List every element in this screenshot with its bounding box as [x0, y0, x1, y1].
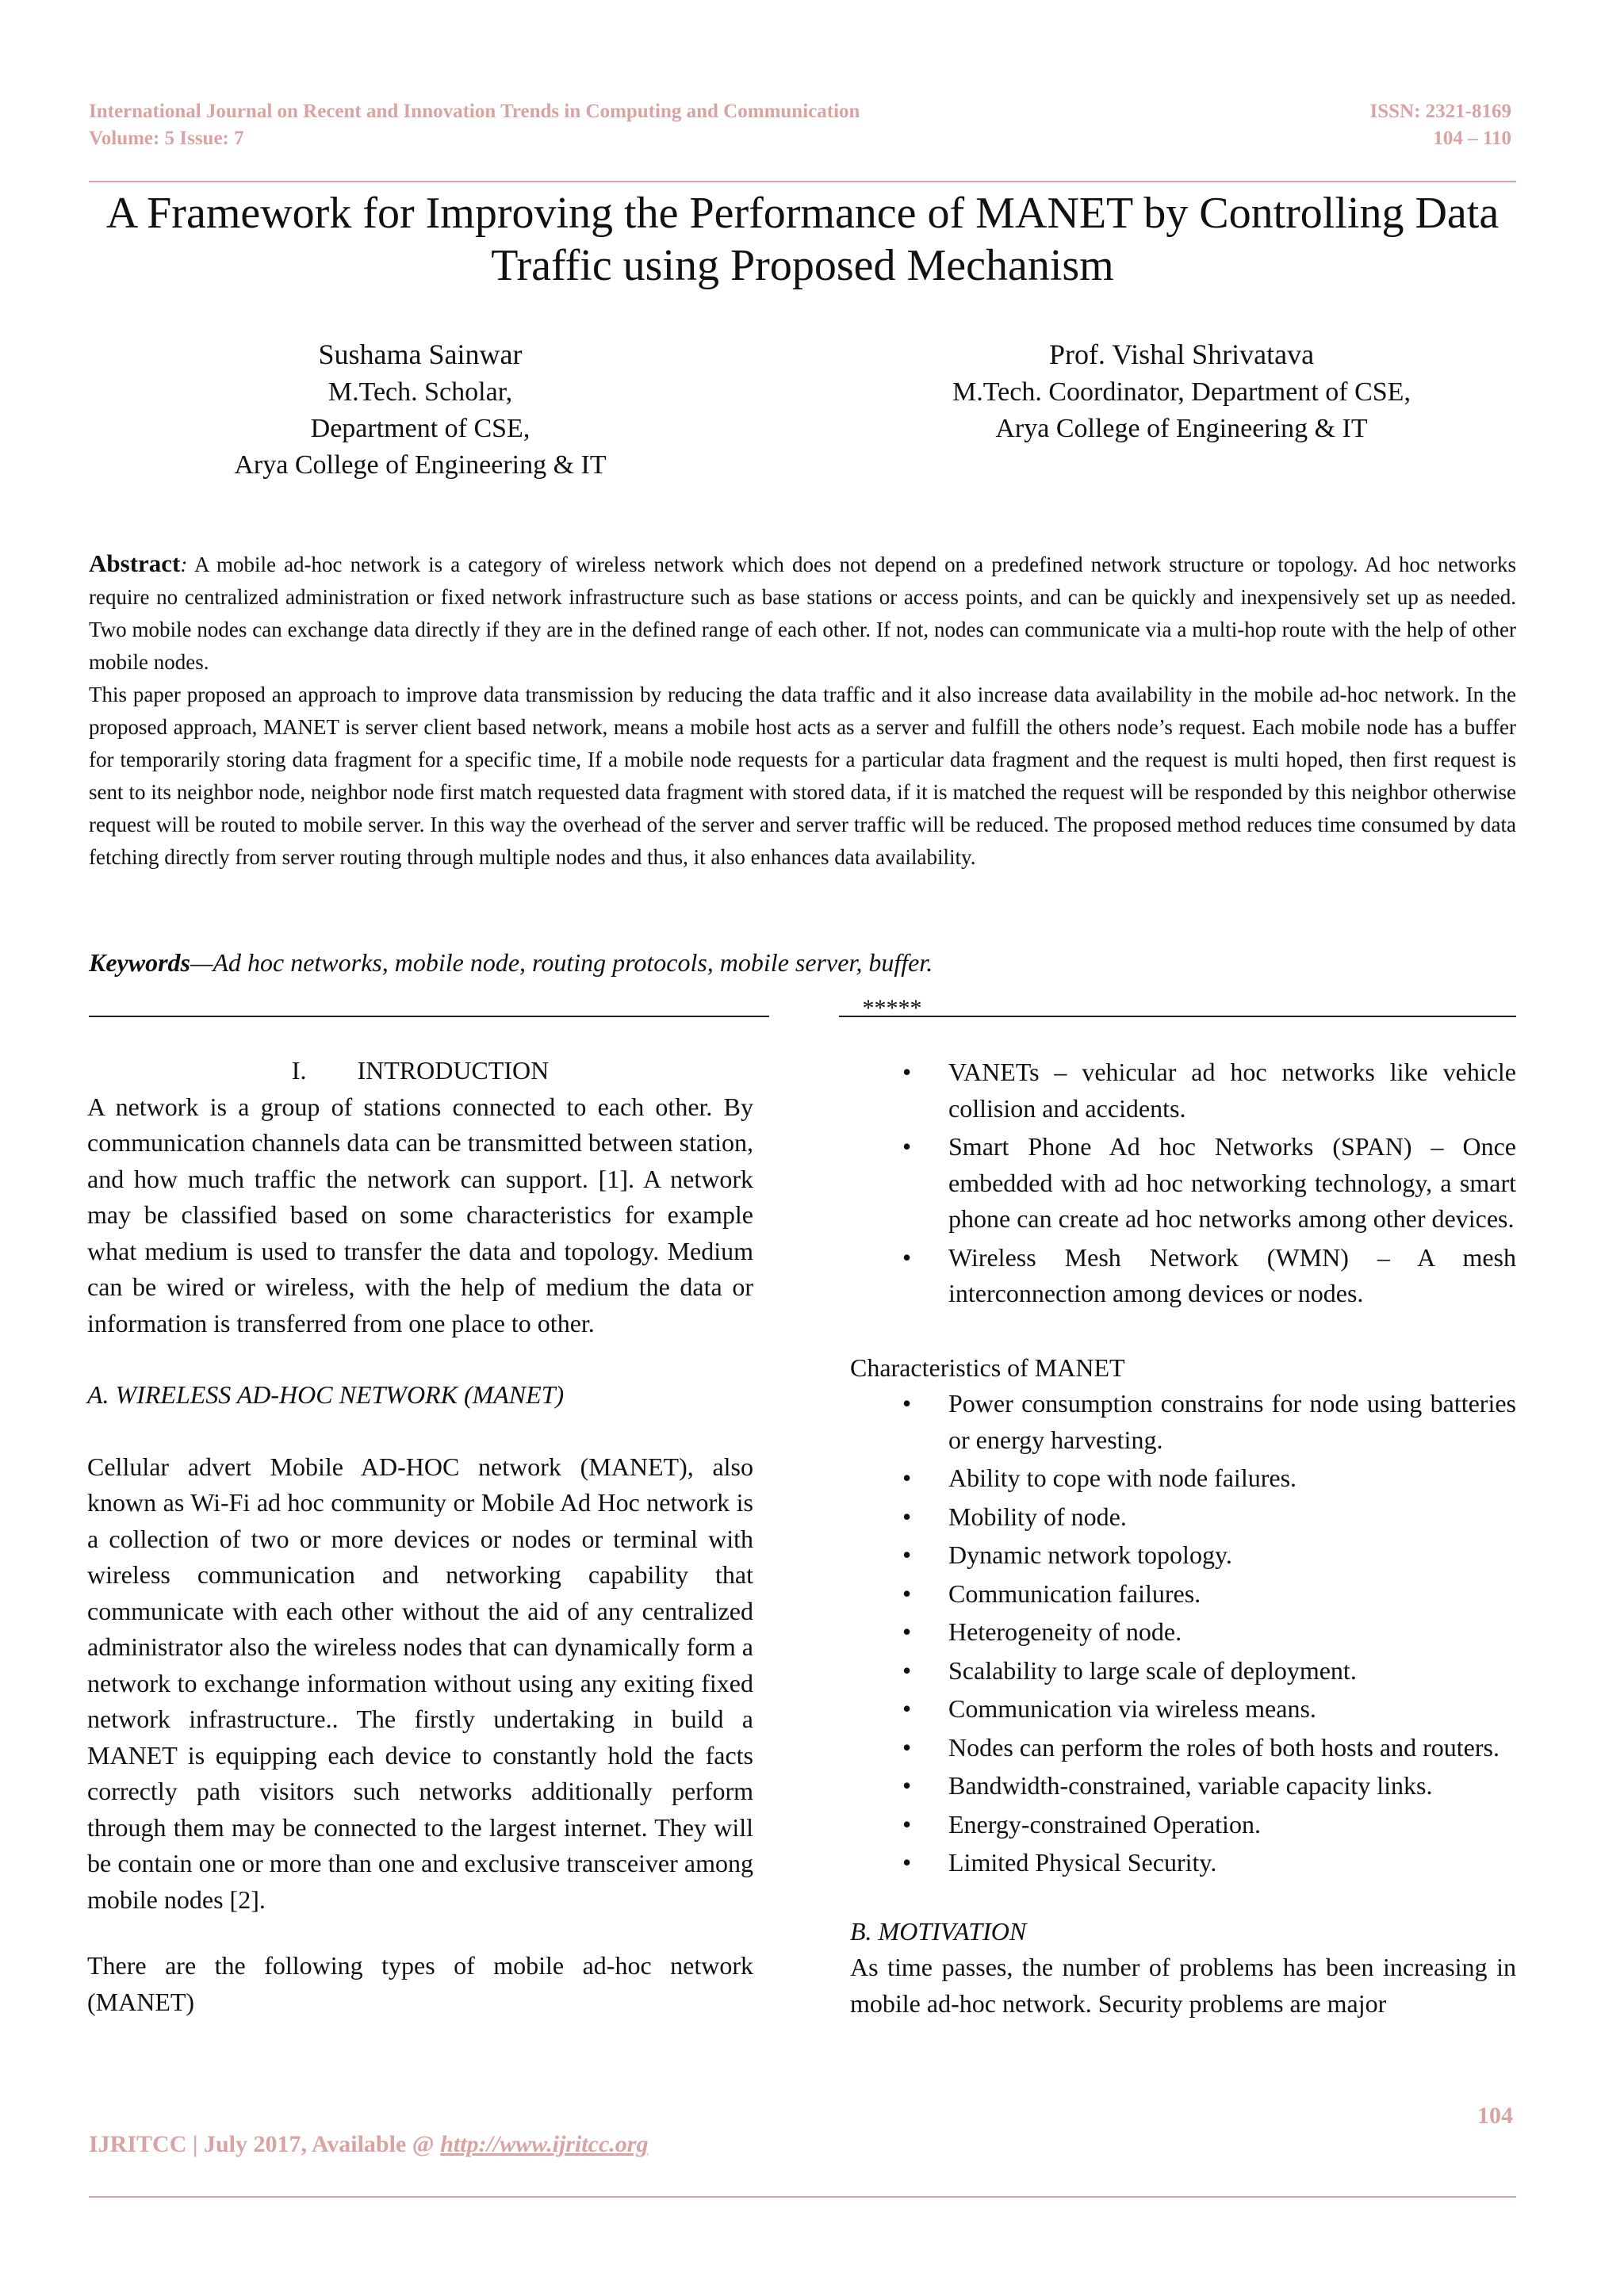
bullet: •	[902, 1694, 912, 1723]
list-item: • Nodes can perform the roles of both hosts and routers.	[850, 1730, 1516, 1766]
section-separator	[89, 995, 1516, 1027]
list-item: • VANETs – vehicular ad hoc networks like vehicle collision and accidents.	[850, 1054, 1516, 1127]
list-item: • Communication via wireless means.	[850, 1691, 1516, 1728]
footer-rule	[89, 2196, 1516, 2198]
bullet: •	[902, 1502, 912, 1531]
bullet: •	[902, 1389, 912, 1418]
author-block-1	[63, 335, 777, 484]
journal-pages: 104 – 110	[1433, 128, 1511, 149]
bullet: •	[902, 1848, 912, 1877]
manet-types-list	[850, 1054, 1516, 1312]
section-number: I.	[291, 1056, 307, 1085]
spacer	[850, 1884, 1516, 1914]
spacer	[87, 1341, 753, 1377]
author-name: Prof. Vishal Shrivatava	[1048, 339, 1315, 370]
list-item: • Smart Phone Ad hoc Networks (SPAN) – Once embedded with ad hoc networking technology, a smart phone can create ad hoc networks among other devices.	[850, 1129, 1516, 1238]
bullet: •	[902, 1732, 912, 1762]
bullet: •	[902, 1655, 912, 1685]
bullet: •	[902, 1540, 912, 1569]
bullet: •	[902, 1809, 912, 1839]
manet-paragraph: Cellular advert Mobile AD-HOC network (MANET), also known as Wi-Fi ad hoc community or Mobile Ad Hoc network is a collection of two or more devices or nodes or terminal with wireless communication and networking capability that communicate with each other without the aid of any centralized administrator also the wireless nodes that can dynamically form a network to exchange information without using any exiting fixed network infrastructure.. The firstly undertaking in build a MANET is equipping each device to constantly hold the facts correctly path visitors such networks additionally perform through them may be connected to the largest internet. They will be contain one or more than one and exclusive transceiver among mobile nodes [2].	[87, 1452, 753, 1914]
abstract-colon: :	[180, 553, 188, 576]
section-title: INTRODUCTION	[357, 1056, 550, 1085]
section-heading-introduction	[87, 1053, 753, 1089]
author-affiliation-line: Department of CSE,	[310, 414, 530, 443]
bullet: •	[902, 1242, 912, 1272]
author-affiliation-line: M.Tech. Coordinator, Department of CSE,	[952, 377, 1411, 407]
list-item: • Limited Physical Security.	[850, 1845, 1516, 1881]
separator-line-left	[89, 1016, 769, 1017]
keywords	[89, 945, 933, 980]
footer-link[interactable]: http://www.ijritcc.org	[440, 2131, 649, 2157]
title-line-2: Traffic using Proposed Mechanism	[491, 241, 1114, 290]
journal-header	[89, 98, 860, 152]
keywords-label: Keywords	[89, 948, 190, 977]
title-line-1: A Framework for Improving the Performance of MANET by Controlling Data	[105, 189, 1500, 238]
bullet: •	[902, 1771, 912, 1800]
abstract	[89, 547, 1516, 874]
list-item: • Energy-constrained Operation.	[850, 1807, 1516, 1843]
motivation-paragraph: As time passes, the number of problems has been increasing in mobile ad-hoc network. Security problems are major	[850, 1953, 1516, 2018]
right-column	[850, 1054, 1516, 2022]
page-number: 104	[1477, 2103, 1513, 2129]
left-column	[87, 1053, 753, 2020]
bullet: •	[902, 1617, 912, 1646]
bullet: •	[902, 1464, 912, 1492]
header-rule	[89, 181, 1516, 182]
author-block-2	[825, 335, 1538, 447]
list-item: • Scalability to large scale of deployment.	[850, 1653, 1516, 1689]
subsection-heading-motivation: B. MOTIVATION	[850, 1916, 1027, 1946]
bullet: •	[902, 1132, 912, 1161]
spacer	[87, 1414, 753, 1449]
list-item: • Communication failures.	[850, 1576, 1516, 1613]
list-item: • Bandwidth-constrained, variable capacity links.	[850, 1768, 1516, 1804]
keywords-text: —Ad hoc networks, mobile node, routing protocols, mobile server, buffer.	[190, 948, 933, 977]
author-name: Sushama Sainwar	[318, 339, 523, 370]
separator-stars: *****	[862, 995, 922, 1021]
journal-header-right	[1370, 98, 1512, 152]
abstract-paragraph: This paper proposed an approach to improve data transmission by reducing the data traffic and it also increase data availability in the mobile ad-hoc network. In the proposed approach, MANET is server client based network, means a mobile host acts as a server and fulfill the others node’s request. Each mobile node has a buffer for temporarily storing data fragment for a specific time, If a mobile node requests for a particular data fragment and the request is multi hoped, then first request is sent to its neighbor node, neighbor node first match requested data fragment with stored data, if it is matched the request will be responded by this neighbor otherwise request will be routed to mobile server. In this way the overhead of the server and server traffic will be reduced. The proposed method reduces time consumed by data fetching directly from server routing through multiple nodes and thus, it also enhances data availability.	[89, 683, 1516, 869]
characteristics-list	[850, 1386, 1516, 1881]
footer	[89, 2131, 648, 2158]
abstract-paragraph	[89, 547, 1516, 679]
list-item: • Heterogeneity of node.	[850, 1614, 1516, 1651]
list-item: • Ability to cope with node failures.	[850, 1460, 1516, 1497]
paper-title	[89, 187, 1516, 292]
separator-line-right	[839, 1016, 1516, 1017]
journal-name: International Journal on Recent and Innovation Trends in Computing and Communication	[89, 101, 860, 122]
list-item: • Mobility of node.	[850, 1499, 1516, 1536]
bullet: •	[902, 1578, 912, 1608]
characteristics-heading: Characteristics of MANET	[850, 1353, 1125, 1382]
footer-text: IJRITCC | July 2017, Available @	[89, 2131, 441, 2157]
subsection-heading-manet: A. WIRELESS AD-HOC NETWORK (MANET)	[87, 1380, 565, 1409]
spacer	[87, 1918, 753, 1948]
list-item: • Dynamic network topology.	[850, 1537, 1516, 1574]
abstract-text-1: A mobile ad-hoc network is a category of wireless network which does not depend on a predefined network structure or topology. Ad hoc networks require no centralized administration or fixed network infrastructure such as base stations or access points, and can be quickly and inexpensively set up as needed. Two mobile nodes can exchange data directly if they are in the defined range of each other. If not, nodes can communicate via a multi-hop route with the help of other mobile nodes.	[89, 553, 1516, 674]
journal-issn: ISSN: 2321-8169	[1369, 101, 1511, 122]
types-paragraph: There are the following types of mobile ad-hoc network (MANET)	[87, 1951, 753, 2016]
list-item: • Power consumption constrains for node using batteries or energy harvesting.	[850, 1386, 1516, 1458]
bullet: •	[902, 1058, 912, 1086]
author-affiliation-line: Arya College of Engineering & IT	[995, 414, 1368, 443]
journal-volume: Volume: 5 Issue: 7	[89, 128, 244, 149]
intro-paragraph: A network is a group of stations connected to each other. By communication channels data can be transmitted between station, and how much traffic the network can support. [1]. A network may be classified based on some characteristics for example what medium is used to transfer the data and topology. Medium can be wired or wireless, with the help of medium the data or information is transferred from one place to other.	[87, 1092, 753, 1337]
list-item: • Wireless Mesh Network (WMN) – A mesh interconnection among devices or nodes.	[850, 1240, 1516, 1312]
abstract-label: Abstract	[89, 549, 181, 577]
author-affiliation-line: M.Tech. Scholar,	[327, 377, 513, 407]
spacer	[850, 1314, 1516, 1350]
author-affiliation-line: Arya College of Engineering & IT	[234, 450, 607, 480]
